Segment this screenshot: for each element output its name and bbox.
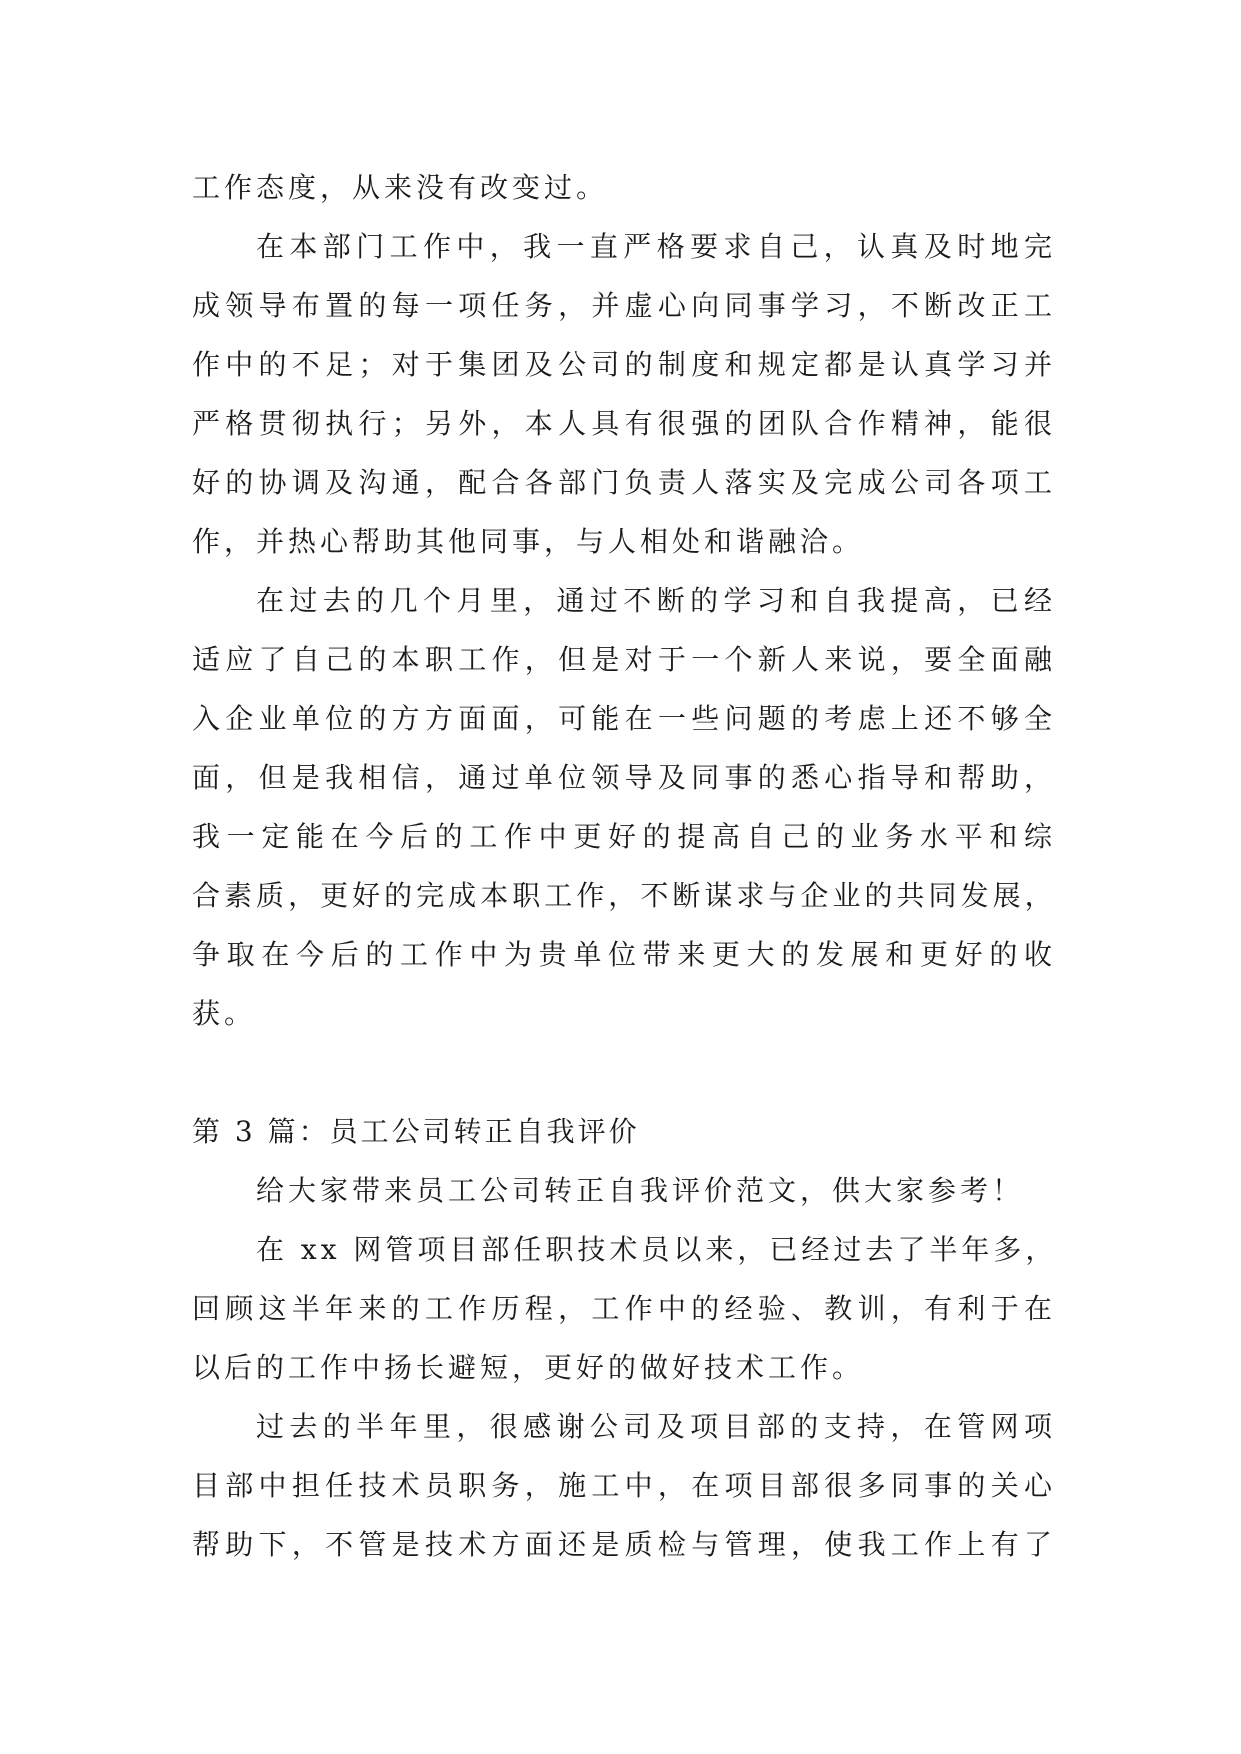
text-line: 作中的不足；对于集团及公司的制度和规定都是认真学习并: [192, 348, 1056, 381]
text-line: 面，但是我相信，通过单位领导及同事的悉心指导和帮助，: [192, 761, 1056, 794]
text-line: 入企业单位的方方面面，可能在一些问题的考虑上还不够全: [192, 702, 1056, 735]
text-line: 合素质，更好的完成本职工作，不断谋求与企业的共同发展，: [192, 879, 1056, 912]
text-line: 工作态度，从来没有改变过。: [192, 171, 609, 204]
blank-line: [192, 1043, 1056, 1102]
text-line: 严格贯彻执行；另外，本人具有很强的团队合作精神，能很: [192, 407, 1056, 440]
text-line: 获。: [192, 997, 257, 1030]
text-line: 我一定能在今后的工作中更好的提高自己的业务水平和综: [192, 820, 1056, 853]
text-line: 以后的工作中扬长避短，更好的做好技术工作。: [192, 1351, 865, 1384]
text-line: 回顾这半年来的工作历程，工作中的经验、教训，有利于在: [192, 1292, 1056, 1325]
text-line: 过去的半年里，很感谢公司及项目部的支持，在管网项: [256, 1410, 1056, 1443]
text-line: 成领导布置的每一项任务，并虚心向同事学习，不断改正工: [192, 289, 1056, 322]
paragraph: [192, 1161, 1056, 1220]
document-body: [192, 158, 1056, 1574]
text-line: 在本部门工作中，我一直严格要求自己，认真及时地完: [256, 230, 1056, 263]
text-line: 作，并热心帮助其他同事，与人相处和谐融洽。: [192, 525, 865, 558]
text-line: 在过去的几个月里，通过不断的学习和自我提高，已经: [256, 584, 1056, 617]
section-heading: 第 3 篇：员工公司转正自我评价: [192, 1115, 640, 1148]
text-line: 帮助下，不管是技术方面还是质检与管理，使我工作上有了: [192, 1528, 1056, 1561]
text-line: 适应了自己的本职工作，但是对于一个新人来说，要全面融: [192, 643, 1056, 676]
text-line: 给大家带来员工公司转正自我评价范文，供大家参考！: [256, 1174, 1025, 1207]
text-line: 好的协调及沟通，配合各部门负责人落实及完成公司各项工: [192, 466, 1056, 499]
paragraph: [192, 158, 1056, 217]
paragraph: [192, 571, 1056, 1043]
paragraph: [192, 1397, 1056, 1574]
text-line: 目部中担任技术员职务，施工中，在项目部很多同事的关心: [192, 1469, 1056, 1502]
text-line: 争取在今后的工作中为贵单位带来更大的发展和更好的收: [192, 938, 1056, 971]
paragraph: [192, 217, 1056, 571]
text-line: 在 xx 网管项目部任职技术员以来，已经过去了半年多，: [256, 1233, 1058, 1266]
paragraph: [192, 1220, 1056, 1397]
